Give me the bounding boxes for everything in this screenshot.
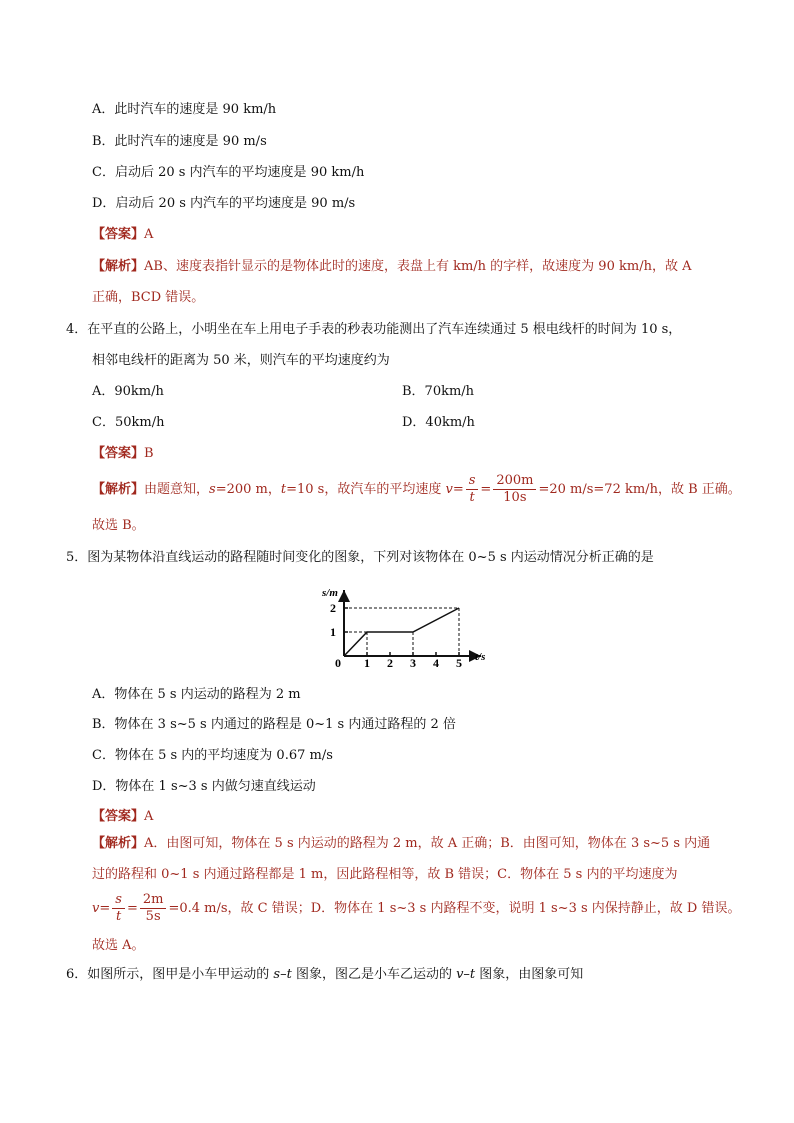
fraction-s-over-t <box>112 892 125 925</box>
s-t-graph <box>318 578 498 668</box>
q5-option-b: B．物体在 3 s~5 s 内通过的路程是 0~1 s 内通过路程的 2 倍 <box>92 717 456 732</box>
y-tick-label: 2 <box>330 601 336 615</box>
q4-stem-line-2: 相邻电线杆的距离为 50 米，则汽车的平均速度约为 <box>92 353 390 368</box>
s-value: =200 m， <box>215 482 281 497</box>
q4-option-b: B．70km/h <box>402 384 475 399</box>
fraction-values <box>493 473 536 506</box>
answer-label: 【答案】 <box>92 809 145 824</box>
q3-analysis-line-1 <box>92 258 691 276</box>
q6-stem-mid: 图象，图乙是小车乙运动的 <box>291 967 457 982</box>
var-s: s <box>209 482 216 497</box>
q5-analysis-line-4: 故选 A。 <box>92 938 145 953</box>
q4-option-c: C．50km/h <box>92 415 165 430</box>
analysis-label: 【解析】 <box>92 836 145 851</box>
q4-answer <box>92 445 154 463</box>
analysis-post: =20 m/s=72 km/h，故 B 正确。 <box>538 482 741 497</box>
q5-answer <box>92 808 153 826</box>
equals: = <box>126 901 138 916</box>
fraction-s-over-t <box>466 473 479 506</box>
q6-vt-label: v–t <box>456 967 476 982</box>
x-tick-label: 3 <box>410 656 416 668</box>
q4-option-d: D．40km/h <box>402 415 475 430</box>
q6-stem-pre: 6．如图所示，图甲是小车甲运动的 <box>66 967 274 982</box>
analysis-text: A．由图可知，物体在 5 s 内运动的路程为 2 m，故 A 正确；B．由图可知，物体在 3 s~5 s 内通 <box>144 836 711 851</box>
x-tick-label: 2 <box>387 656 393 668</box>
analysis-label: 【解析】 <box>92 259 145 274</box>
q3-option-a: A．此时汽车的速度是 90 km/h <box>92 102 277 117</box>
q6-stem <box>66 966 583 984</box>
x-tick-label: 0 <box>335 656 341 668</box>
q5-option-d: D．物体在 1 s~3 s 内做匀速直线运动 <box>92 779 316 794</box>
x-tick-label: 5 <box>456 656 462 668</box>
q3-option-d: D．启动后 20 s 内汽车的平均速度是 90 m/s <box>92 196 356 211</box>
var-v: v <box>92 901 100 916</box>
q5-stem: 5．图为某物体沿直线运动的路程随时间变化的图象，下列对该物体在 0~5 s 内运动情况分析正确的是 <box>66 550 654 565</box>
frac-den: t <box>115 909 122 924</box>
q3-analysis-line-2: 正确，BCD 错误。 <box>92 290 205 305</box>
equals: = <box>99 901 111 916</box>
y-axis-label: s/m <box>322 587 338 599</box>
q4-analysis-line-2: 故选 B。 <box>92 518 145 533</box>
answer-value: B <box>144 446 154 461</box>
q5-option-c: C．物体在 5 s 内的平均速度为 0.67 m/s <box>92 748 333 763</box>
analysis-pre: 由题意知， <box>144 482 210 497</box>
frac-num: s <box>112 892 125 909</box>
analysis-post: =0.4 m/s，故 C 错误；D．物体在 1 s~3 s 内路程不变，说明 1 s~3 s 内保持静止，故 D 错误。 <box>168 901 741 916</box>
answer-label: 【答案】 <box>92 227 145 242</box>
t-value: =10 s，故汽车的平均速度 <box>286 482 446 497</box>
q3-answer <box>92 226 153 244</box>
analysis-text: AB、速度表指针显示的是物体此时的速度，表盘上有 km/h 的字样，故速度为 90 km/h，故 A <box>144 259 692 274</box>
var-t: t <box>280 482 287 497</box>
x-axis-label: t/s <box>475 651 486 663</box>
frac-num: 200m <box>493 473 536 490</box>
q5-analysis-line-3 <box>92 891 740 927</box>
x-tick-label: 1 <box>364 656 370 668</box>
q3-option-c: C．启动后 20 s 内汽车的平均速度是 90 km/h <box>92 165 365 180</box>
q5-option-a: A．物体在 5 s 内运动的路程为 2 m <box>92 687 301 702</box>
q4-option-a: A．90km/h <box>92 384 164 399</box>
q6-st-label: s–t <box>273 967 292 982</box>
q4-analysis-line-1 <box>92 472 741 508</box>
equals: = <box>452 482 464 497</box>
q5-analysis-line-2: 过的路程和 0~1 s 内通过路程都是 1 m，因此路程相等，故 B 错误；C．物体在 5 s 内的平均速度为 <box>92 867 678 882</box>
var-v: v <box>445 482 453 497</box>
q3-option-b: B．此时汽车的速度是 90 m/s <box>92 134 267 149</box>
answer-value: A <box>144 227 154 242</box>
analysis-label: 【解析】 <box>92 482 145 497</box>
y-tick-label: 1 <box>330 625 336 639</box>
q4-stem-line-1: 4．在平直的公路上，小明坐在车上用电子手表的秒表功能测出了汽车连续通过 5 根电线杆的时间为 10 s， <box>66 322 682 337</box>
answer-label: 【答案】 <box>92 446 145 461</box>
fraction-values <box>140 892 167 925</box>
frac-den: t <box>469 490 475 505</box>
q6-stem-post: 图象，由图象可知 <box>475 967 584 982</box>
frac-den: 5s <box>145 909 161 924</box>
frac-den: 10s <box>503 490 527 505</box>
x-tick-label: 4 <box>433 656 439 668</box>
equals: = <box>480 482 492 497</box>
q5-analysis-line-1 <box>92 835 710 853</box>
answer-value: A <box>144 809 154 824</box>
frac-num: 2m <box>140 892 167 909</box>
frac-num: s <box>466 473 479 490</box>
